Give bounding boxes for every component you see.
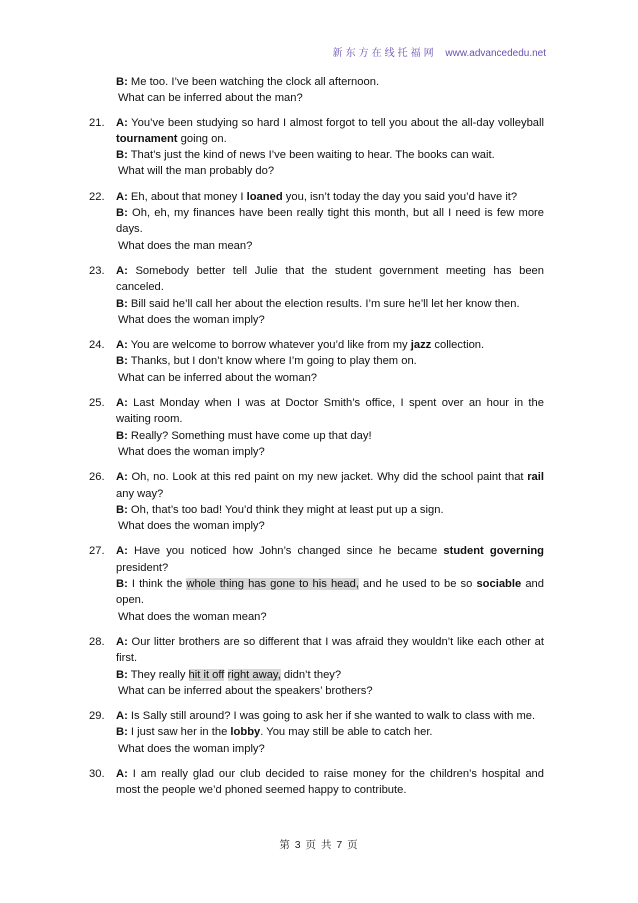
bold-text: B: [116, 355, 128, 368]
text-span: Bill said he’ll call her about the election results. I’m sure he’ll let her know then. [127, 297, 520, 310]
bold-text: B: [116, 668, 128, 681]
question-item [89, 766, 544, 799]
dialogue-line [116, 428, 544, 444]
site-name-cn: 新东方在线托福网 [332, 48, 437, 59]
bold-text: A: [116, 710, 128, 723]
bold-text: B: [116, 76, 128, 88]
dialogue-line [116, 353, 544, 369]
question-item [89, 469, 544, 534]
highlighted-phrase: hit it off [188, 668, 225, 681]
question-prompt [116, 741, 544, 757]
bold-text: A: [116, 264, 128, 277]
text-span: Eh, about that money I [127, 190, 247, 203]
dialogue-line [116, 147, 544, 163]
bold-text: A: [116, 767, 128, 780]
dialogue-line [116, 189, 544, 205]
question-prompt [116, 609, 544, 625]
text-span: Is Sally still around? I was going to ask her if she wanted to walk to class with me. [127, 710, 536, 723]
text-span: Oh, no. Look at this red paint on my new jacket. Why did the school paint that [127, 471, 528, 484]
question-prompt [116, 312, 544, 328]
bold-text: sociable [476, 578, 522, 591]
page-number: 第 3 页 共 7 页 [279, 839, 359, 851]
dialogue-line [116, 395, 544, 428]
text-span: collection. [431, 339, 485, 352]
question-prompt [116, 238, 544, 254]
text-span: any way? [116, 487, 164, 500]
text-span: What does the woman mean? [118, 610, 267, 623]
bold-text: jazz [410, 339, 432, 352]
text-span: What can be inferred about the woman? [118, 371, 318, 384]
question-item [89, 337, 544, 386]
dialogue-line [116, 576, 544, 609]
question-number: 27. [89, 545, 105, 558]
question-item [89, 634, 544, 699]
dialogue-line [116, 296, 544, 312]
question-prompt [116, 444, 544, 460]
text-span: Me too. I’ve been watching the clock all afternoon. [127, 76, 380, 88]
dialogue-line [116, 724, 544, 740]
bold-text: student governing [443, 545, 544, 558]
question-number: 22. [89, 190, 105, 203]
question-number: 25. [89, 397, 105, 410]
bold-text: loaned [246, 190, 283, 203]
dialogue-line [116, 502, 544, 518]
dialogue-line [116, 115, 544, 148]
highlighted-phrase: whole thing has gone to his head, [186, 578, 359, 591]
question-item [89, 189, 544, 254]
dialogue-line [116, 766, 544, 799]
text-span: What does the woman imply? [118, 742, 265, 755]
bold-text: A: [116, 545, 128, 558]
text-span: You’ve been studying so hard I almost forgot to tell you about the all-day volleyball [127, 116, 544, 129]
question-item [89, 115, 544, 180]
bold-text: A: [116, 635, 128, 648]
text-span: Thanks, but I don’t know where I’m going to play them on. [127, 355, 417, 368]
dialogue-line [116, 634, 544, 667]
bold-text: A: [116, 471, 128, 484]
question-prompt [116, 518, 544, 534]
text-span: They really [127, 668, 189, 681]
text-span: Have you noticed how John’s changed since he became [127, 545, 444, 558]
text-span: president? [116, 561, 169, 574]
question-number: 30. [89, 767, 105, 780]
bold-text: B: [116, 578, 128, 591]
dialogue-list [89, 74, 544, 808]
dialogue-line [116, 205, 544, 238]
dialogue-line [116, 708, 544, 724]
question-number: 24. [89, 339, 105, 352]
text-span: and open. [116, 578, 544, 607]
bold-text: tournament [116, 132, 178, 145]
question-prompt [116, 163, 544, 179]
text-span: Really? Something must have come up that day! [127, 429, 372, 442]
bold-text: B: [116, 503, 128, 516]
text-span: What does the woman imply? [118, 445, 265, 458]
text-span: and he used to be so [358, 578, 477, 591]
question-number: 29. [89, 710, 105, 723]
bold-text: B: [116, 207, 128, 220]
question-number: 21. [89, 116, 105, 129]
text-span: What does the woman imply? [118, 313, 265, 326]
dialogue-line [116, 74, 544, 90]
bold-text: rail [527, 471, 544, 484]
text-span: What can be inferred about the man? [118, 92, 303, 105]
highlighted-phrase: right away, [227, 668, 281, 681]
bold-text: A: [116, 397, 128, 410]
bold-text: A: [116, 116, 128, 129]
question-number: 23. [89, 264, 105, 277]
text-span: That’s just the kind of news I’ve been waiting to hear. The books can wait. [127, 149, 495, 162]
text-span: going on. [177, 132, 227, 145]
text-span: What will the man probably do? [118, 165, 275, 178]
text-span: you, isn’t today the day you said you’d have it? [282, 190, 518, 203]
text-span: Somebody better tell Julie that the student government meeting has been canceled. [116, 264, 544, 294]
question-prompt [116, 683, 544, 699]
question-number: 26. [89, 471, 105, 484]
text-span: You are welcome to borrow whatever you’d like from my [127, 339, 411, 352]
dialogue-line [116, 263, 544, 296]
dialogue-line [116, 469, 544, 502]
question-prompt [116, 90, 544, 106]
text-span: What does the woman imply? [118, 520, 265, 533]
bold-text: lobby [230, 726, 261, 739]
dialogue-line [116, 543, 544, 576]
dialogue-line [116, 667, 544, 683]
site-url-link[interactable]: www.advancededu.net [445, 48, 546, 59]
dialogue-line [116, 337, 544, 353]
text-span: didn’t they? [280, 668, 342, 681]
text-span: Oh, eh, my finances have been really tight this month, but all I need is few more days. [116, 207, 544, 236]
text-span: Oh, that’s too bad! You’d think they might at least put up a sign. [127, 503, 444, 516]
bold-text: A: [116, 190, 128, 203]
page-header [333, 44, 546, 59]
question-item [89, 395, 544, 460]
question-item [89, 263, 544, 328]
question-number: 28. [89, 635, 105, 648]
text-span: What can be inferred about the speakers’ brothers? [118, 684, 373, 697]
text-span: What does the man mean? [118, 239, 253, 252]
question-item [89, 543, 544, 624]
text-span: Our litter brothers are so different that I was afraid they wouldn’t like each other at first. [116, 635, 544, 665]
question-item [89, 708, 544, 757]
text-span: I am really glad our club decided to raise money for the children’s hospital and most the people we’d phoned seemed happy to contribute. [116, 767, 544, 797]
bold-text: B: [116, 429, 128, 442]
bold-text: A: [116, 339, 128, 352]
text-span: . You may still be able to catch her. [260, 726, 433, 739]
text-span: I think the [127, 578, 187, 591]
bold-text: B: [116, 149, 128, 162]
bold-text: B: [116, 297, 128, 310]
text-span: I just saw her in the [127, 726, 231, 739]
text-span: Last Monday when I was at Doctor Smith’s office, I spent over an hour in the waiting room. [116, 397, 544, 426]
question-item [89, 74, 544, 107]
bold-text: B: [116, 726, 128, 739]
question-prompt [116, 370, 544, 386]
